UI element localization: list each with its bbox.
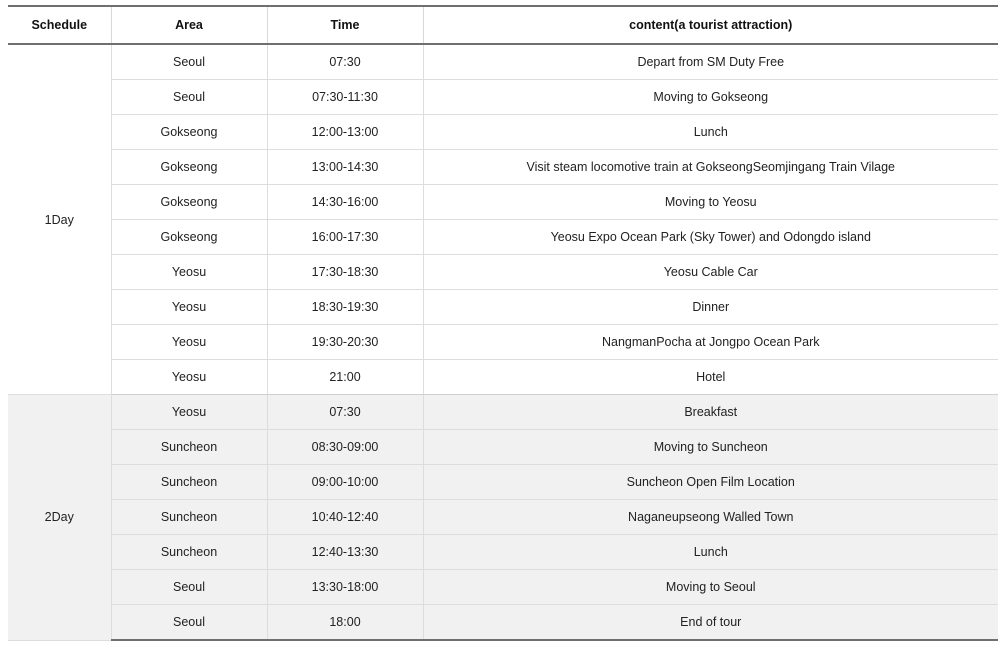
content-cell: Lunch [423,115,998,150]
time-cell: 07:30 [267,395,423,430]
table-row [8,255,998,290]
header-schedule: Schedule [8,6,111,44]
content-cell: Breakfast [423,395,998,430]
time-cell: 18:30-19:30 [267,290,423,325]
area-cell: Suncheon [111,430,267,465]
area-cell: Seoul [111,44,267,80]
content-cell: Depart from SM Duty Free [423,44,998,80]
area-cell: Yeosu [111,255,267,290]
area-cell: Suncheon [111,500,267,535]
area-cell: Suncheon [111,535,267,570]
schedule-day-2: 2Day [8,395,111,641]
area-cell: Yeosu [111,360,267,395]
area-cell: Gokseong [111,115,267,150]
day-1-group [8,44,998,395]
table-row [8,44,998,80]
content-cell: NangmanPocha at Jongpo Ocean Park [423,325,998,360]
schedule-day-1: 1Day [8,44,111,395]
content-cell: Visit steam locomotive train at GokseongSeomjingang Train Vilage [423,150,998,185]
table-row [8,115,998,150]
time-cell: 16:00-17:30 [267,220,423,255]
content-cell: Dinner [423,290,998,325]
time-cell: 10:40-12:40 [267,500,423,535]
content-cell: Moving to Gokseong [423,80,998,115]
day-2-group [8,395,998,641]
time-cell: 08:30-09:00 [267,430,423,465]
time-cell: 12:00-13:00 [267,115,423,150]
time-cell: 18:00 [267,605,423,641]
header-content: content(a tourist attraction) [423,6,998,44]
time-cell: 12:40-13:30 [267,535,423,570]
itinerary-container [8,5,998,641]
table-row [8,360,998,395]
table-row [8,535,998,570]
content-cell: Moving to Yeosu [423,185,998,220]
table-row [8,150,998,185]
table-row [8,325,998,360]
area-cell: Yeosu [111,395,267,430]
time-cell: 09:00-10:00 [267,465,423,500]
area-cell: Yeosu [111,325,267,360]
table-header [8,6,998,44]
content-cell: Naganeupseong Walled Town [423,500,998,535]
time-cell: 13:30-18:00 [267,570,423,605]
area-cell: Suncheon [111,465,267,500]
time-cell: 21:00 [267,360,423,395]
table-row [8,395,998,430]
content-cell: Suncheon Open Film Location [423,465,998,500]
table-row [8,465,998,500]
table-row [8,570,998,605]
area-cell: Gokseong [111,150,267,185]
area-cell: Seoul [111,605,267,641]
table-row [8,80,998,115]
time-cell: 07:30 [267,44,423,80]
header-area: Area [111,6,267,44]
itinerary-table [8,5,998,641]
time-cell: 14:30-16:00 [267,185,423,220]
time-cell: 07:30-11:30 [267,80,423,115]
time-cell: 19:30-20:30 [267,325,423,360]
content-cell: Moving to Suncheon [423,430,998,465]
table-row [8,605,998,641]
table-row [8,430,998,465]
content-cell: End of tour [423,605,998,641]
table-row [8,185,998,220]
area-cell: Gokseong [111,185,267,220]
time-cell: 13:00-14:30 [267,150,423,185]
table-row [8,500,998,535]
area-cell: Gokseong [111,220,267,255]
content-cell: Yeosu Cable Car [423,255,998,290]
header-time: Time [267,6,423,44]
content-cell: Hotel [423,360,998,395]
time-cell: 17:30-18:30 [267,255,423,290]
content-cell: Lunch [423,535,998,570]
content-cell: Moving to Seoul [423,570,998,605]
table-row [8,220,998,255]
area-cell: Seoul [111,570,267,605]
header-row [8,6,998,44]
area-cell: Seoul [111,80,267,115]
table-row [8,290,998,325]
area-cell: Yeosu [111,290,267,325]
content-cell: Yeosu Expo Ocean Park (Sky Tower) and Odongdo island [423,220,998,255]
